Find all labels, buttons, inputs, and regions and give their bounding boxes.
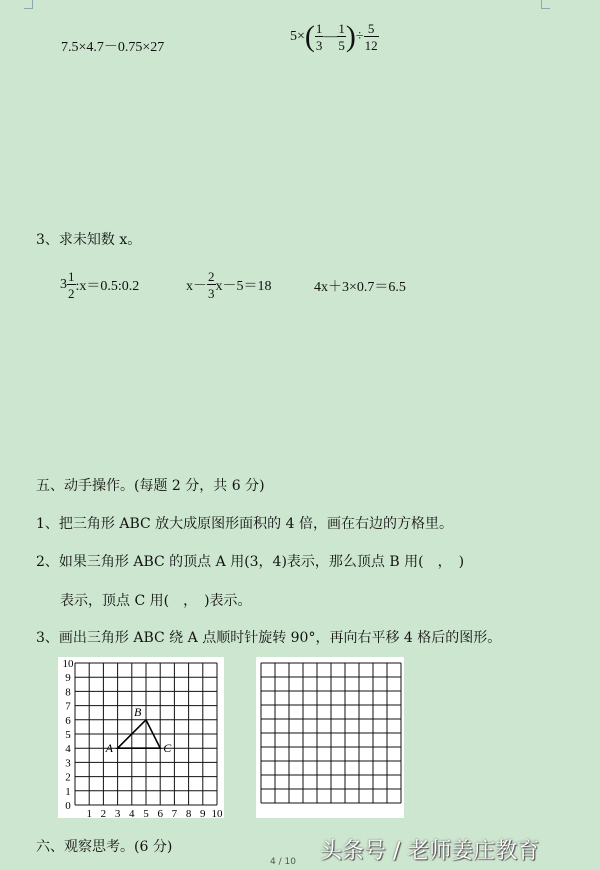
section5-item-2-line-2: 表示，顶点 C 用( ， )表示。 [60,593,252,609]
x-tick-label: 7 [171,808,178,818]
y-tick-label: 6 [65,714,71,727]
section5-item-3: 3、画出三角形 ABC 绕 A 点顺时针旋转 90°，再向右平移 4 格后的图形。 [36,630,502,646]
x-tick-label: 6 [157,808,163,818]
y-tick-label: 1 [65,785,71,798]
expr2-paren-open: ( [304,20,315,53]
vertex-label-b: B [134,704,142,719]
section5-title: 五、动手操作。(每题 2 分，共 6 分) [36,478,265,494]
answer-grid-right [256,657,404,818]
vertex-label-c: C [163,741,172,756]
x-tick-label: 4 [129,808,135,818]
corner-mark-left [24,0,33,9]
eq2-fraction: $\frac{2}{3}$ [208,269,215,301]
section5-item-2-line-1: 2、如果三角形 ABC 的顶点 A 用(3，4)表示，那么顶点 B 用( ， ) [36,554,465,570]
y-tick-label: 3 [65,757,71,770]
coordinate-grid-left [58,657,224,818]
expr2-fraction-3: $\frac{5}{12}$ [364,21,378,53]
y-tick-label: 4 [65,743,71,756]
expr2-fraction-1: $\frac{1}{3}$ [315,21,323,53]
x-tick-label: 9 [200,808,206,818]
y-tick-label: 8 [65,686,71,699]
q3-heading: 3、求未知数 x。 [36,232,142,248]
y-tick-label: 7 [65,700,71,713]
y-tick-label: 5 [65,729,71,741]
expr2-minus: — [323,29,338,44]
x-tick-label: 3 [114,808,121,818]
x-tick-label: 8 [185,808,192,818]
expr2-fraction-2: $\frac{1}{5}$ [338,21,345,53]
y-tick-label: 2 [65,771,71,784]
x-tick-label: 2 [100,808,107,818]
x-tick-label: 5 [143,808,149,818]
page-number: 4 / 10 [270,857,296,867]
section5-item-1: 1、把三角形 ABC 放大成原图形面积的 4 倍，画在右边的方格里。 [36,516,453,532]
corner-mark-right [541,0,550,9]
equation-2: x－ $\frac{2}{3}$ x－5＝18 [186,269,272,301]
y-tick-label: 0 [65,800,71,812]
x-tick-label: 10 [211,808,223,818]
watermark-text: 头条号 / 老师姜庄教育 [320,839,540,864]
expr2-paren-close: ) [345,20,356,53]
y-tick-label: 10 [62,658,74,670]
answer-grid-svg [256,657,404,818]
equation-1: 3 $\frac{1}{2}$ :x＝0.5:0.2 [60,269,140,301]
expr2-prefix: 5× [290,29,305,44]
y-tick-label: 9 [65,672,71,685]
x-tick-label: 1 [86,808,92,818]
vertex-label-a: A [105,741,113,756]
expr2-divide: ÷ [355,29,364,44]
equation-3: 4x＋3×0.7＝6.5 [314,280,406,295]
calc-expression-1: 7.5×4.7－0.75×27 [61,40,165,55]
coordinate-grid-svg [58,657,224,818]
eq1-fraction: $\frac{1}{2}$ [68,269,75,301]
section6-title: 六、观察思考。(6 分) [36,839,173,855]
calc-expression-2 [290,22,379,52]
